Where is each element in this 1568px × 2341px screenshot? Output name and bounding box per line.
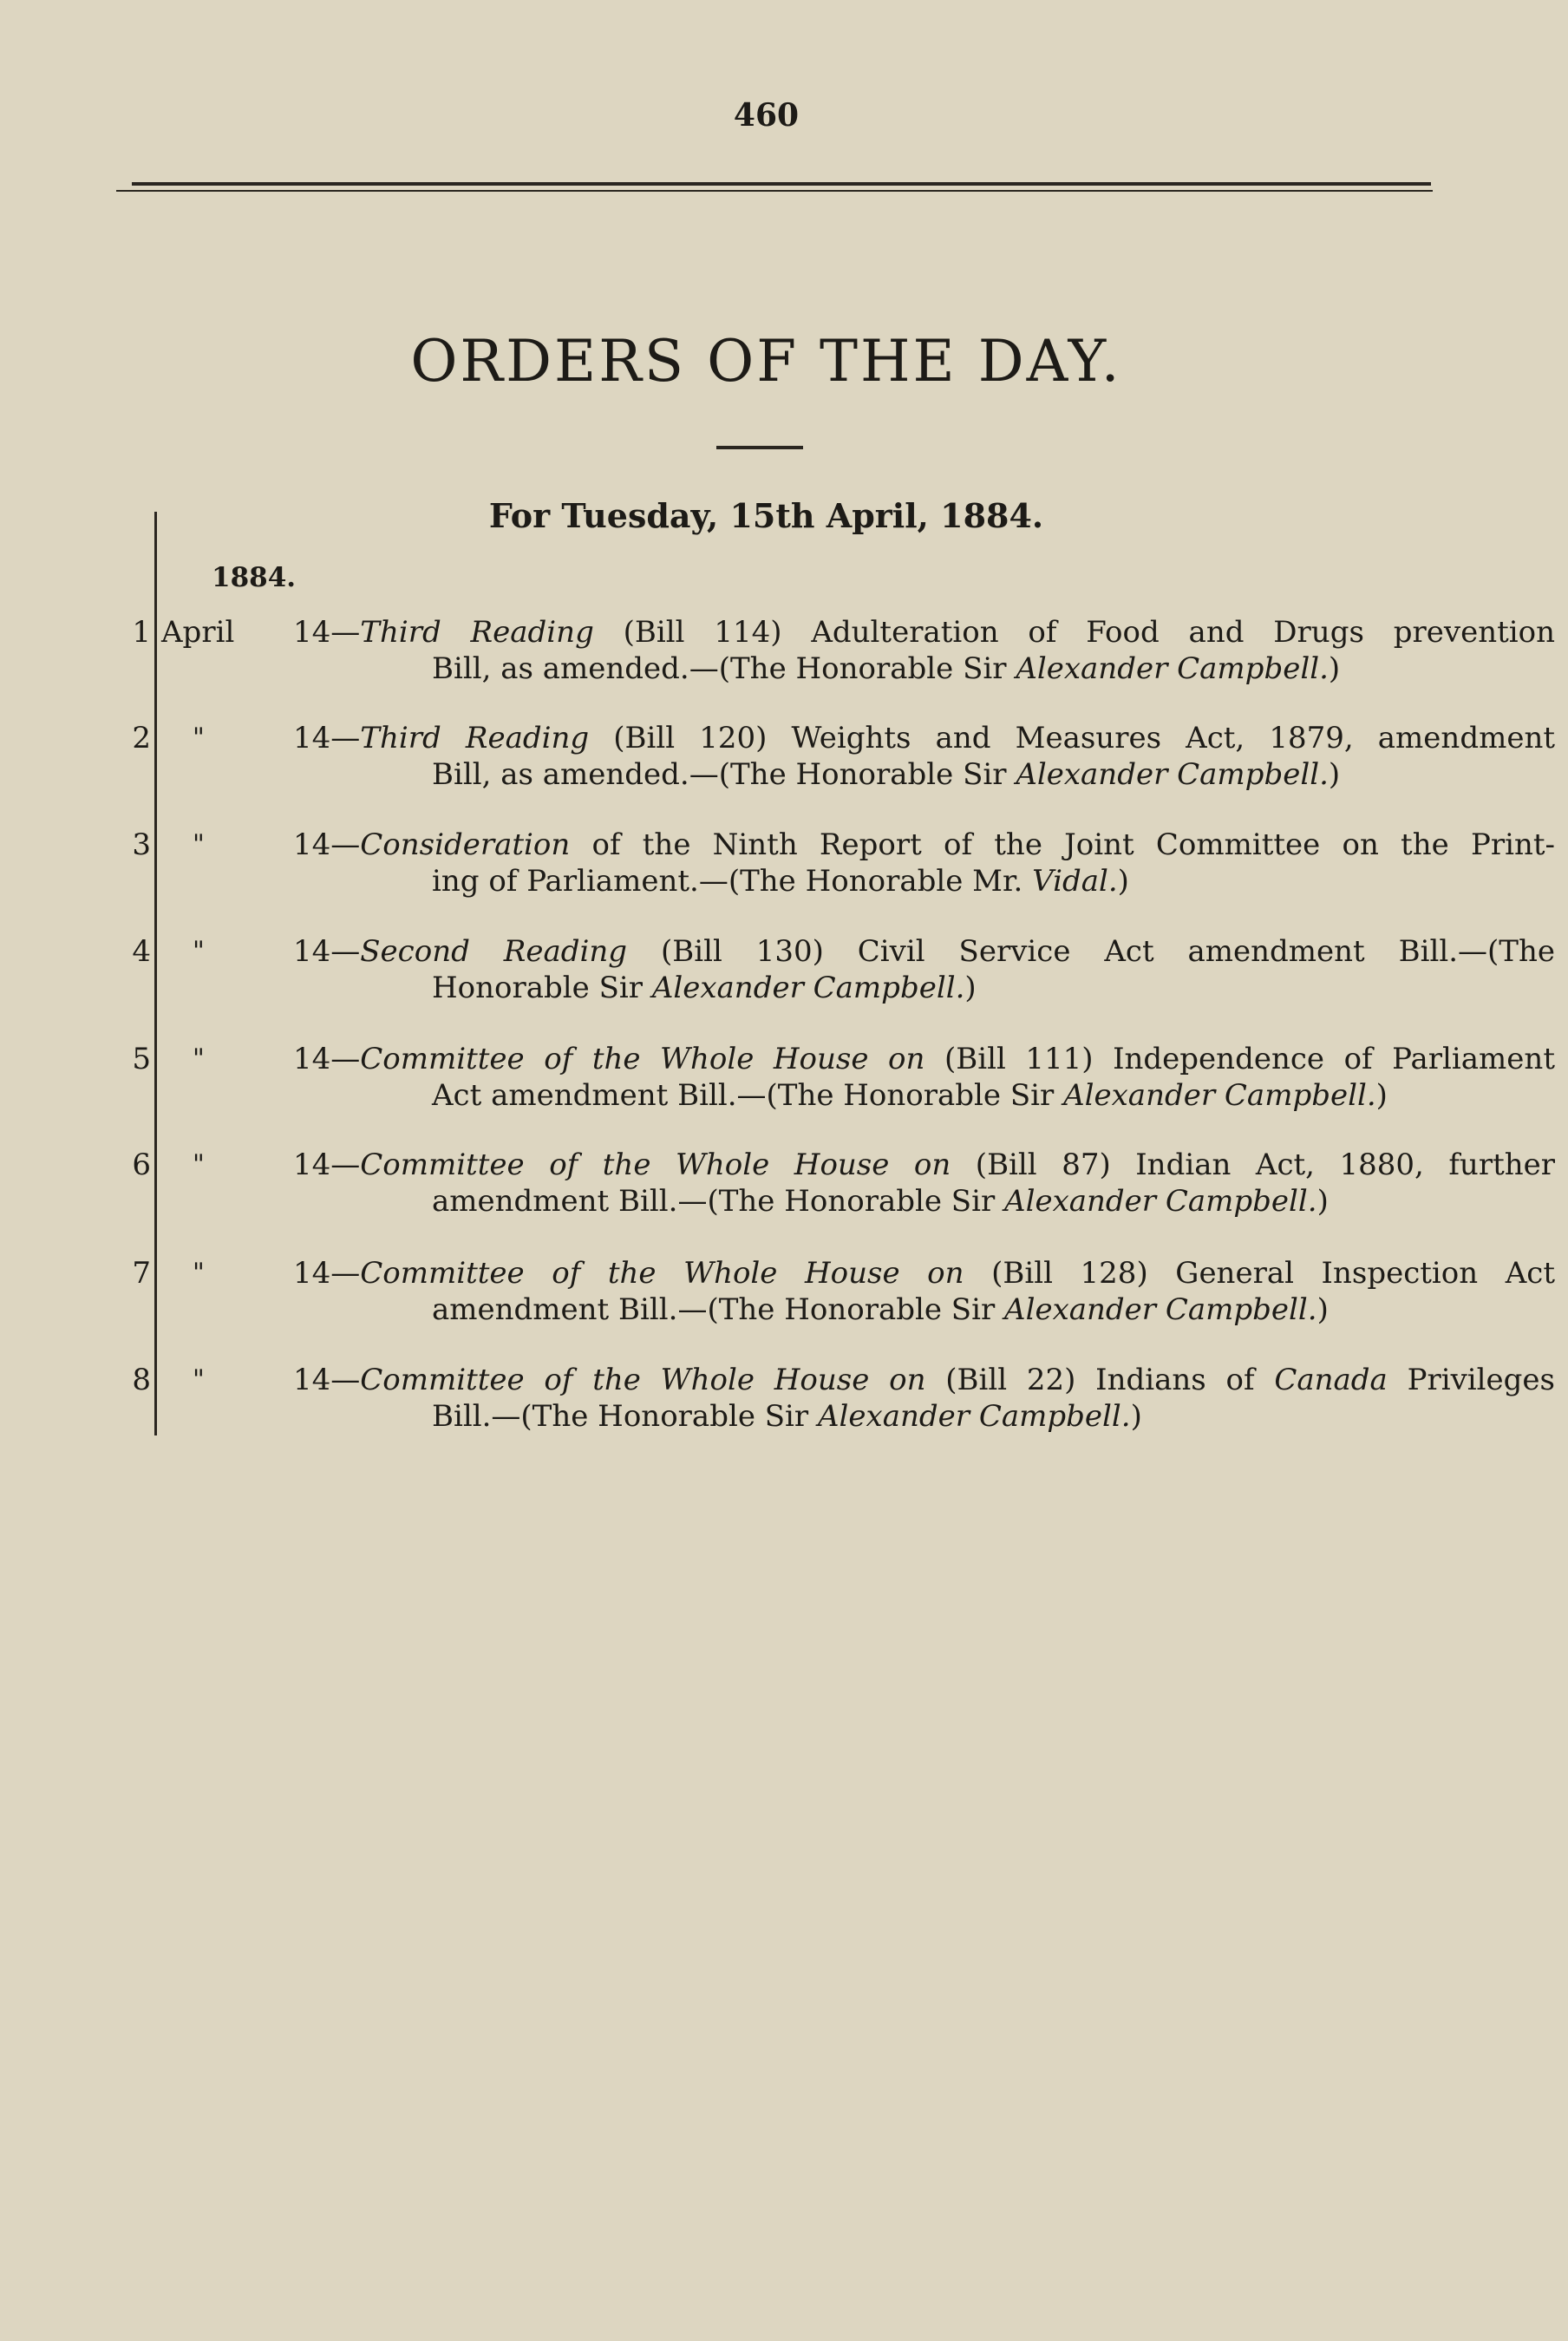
order-number: 7: [132, 1256, 151, 1291]
order-text: [250, 1362, 1568, 1435]
order-line-1: 14—Committee of the Whole House on (Bill 22) Indians of Canada Privileges: [293, 1363, 1555, 1397]
order-month: April: [161, 615, 235, 650]
order-mover: Alexander Campbell.: [1016, 651, 1329, 686]
order-action: Committee of the Whole House on: [360, 1363, 926, 1397]
order-mover: Alexander Campbell.: [1004, 1292, 1317, 1327]
order-line-2: amendment Bill.—(The Honorable Sir Alexander Campbell.): [432, 1292, 1329, 1327]
order-number: 5: [132, 1042, 151, 1076]
order-number: 8: [132, 1363, 151, 1397]
order-line-2: amendment Bill.—(The Honorable Sir Alexander Campbell.): [432, 1184, 1329, 1219]
order-line-1: 14—Third Reading (Bill 120) Weights and Measures Act, 1879, amendment: [293, 721, 1556, 755]
header-rule: [132, 182, 1431, 186]
order-line-2: Bill, as amended.—(The Honorable Sir Alexander Campbell.): [432, 651, 1341, 686]
order-mover: Alexander Campbell.: [1004, 1184, 1317, 1219]
order-line-2: Honorable Sir Alexander Campbell.): [432, 971, 977, 1005]
order-day: 14—: [293, 827, 361, 862]
order-line-1: 14—Consideration of the Ninth Report of the Joint Committee on the Print-: [293, 827, 1555, 862]
order-day: 14—: [293, 721, 361, 755]
order-day: 14—: [293, 1148, 361, 1182]
header-rule-thin: [116, 190, 1433, 192]
order-action: Second Reading: [360, 934, 628, 969]
order-text: [250, 1255, 1568, 1328]
order-month: ": [193, 829, 205, 860]
order-day: 14—: [293, 1256, 361, 1291]
order-month: ": [193, 1043, 205, 1074]
order-month: ": [193, 723, 205, 753]
order-line-2: ing of Parliament.—(The Honorable Mr. Vidal.): [432, 864, 1129, 899]
order-text: [250, 720, 1568, 793]
margin-rule: [154, 512, 157, 1435]
order-month: ": [193, 1149, 205, 1180]
order-action: Committee of the Whole House on: [360, 1042, 925, 1076]
order-text: [250, 933, 1568, 1006]
order-line-1: 14—Second Reading (Bill 130) Civil Service Act amendment Bill.—(The: [293, 934, 1555, 969]
order-text: [250, 1147, 1568, 1220]
order-action: Committee of the Whole House on: [360, 1256, 964, 1291]
order-line-1: 14—Committee of the Whole House on (Bill 111) Independence of Parliament: [293, 1042, 1555, 1076]
page-number: 460: [733, 97, 800, 134]
page-title: ORDERS OF THE DAY.: [410, 328, 1122, 395]
order-line-1: 14—Committee of the Whole House on (Bill 87) Indian Act, 1880, further: [293, 1148, 1556, 1182]
title-divider: [716, 446, 803, 449]
order-month: ": [193, 936, 205, 966]
order-number: 4: [132, 934, 151, 969]
order-text: [250, 614, 1568, 687]
order-action: Consideration: [360, 827, 571, 862]
order-mover: Alexander Campbell.: [651, 971, 965, 1005]
order-day: 14—: [293, 934, 361, 969]
order-number: 2: [132, 721, 151, 755]
order-month: ": [193, 1258, 205, 1288]
order-day: 14—: [293, 615, 361, 650]
order-line-1: 14—Committee of the Whole House on (Bill 128) General Inspection Act: [293, 1256, 1555, 1291]
order-action: Third Reading: [360, 721, 590, 755]
order-month: ": [193, 1364, 205, 1395]
year-heading: 1884.: [212, 562, 297, 593]
order-text: [250, 1041, 1568, 1114]
order-action: Committee of the Whole House on: [360, 1148, 951, 1182]
order-day: 14—: [293, 1042, 361, 1076]
order-italic-word: Canada: [1274, 1363, 1388, 1397]
order-mover: Alexander Campbell.: [818, 1399, 1131, 1434]
order-mover: Vidal.: [1032, 864, 1118, 899]
order-number: 6: [132, 1148, 151, 1182]
order-line-2: Bill, as amended.—(The Honorable Sir Alexander Campbell.): [432, 757, 1341, 792]
order-day: 14—: [293, 1363, 361, 1397]
order-number: 1: [132, 615, 151, 650]
order-text: [250, 827, 1568, 899]
order-line-2: Act amendment Bill.—(The Honorable Sir Alexander Campbell.): [432, 1078, 1388, 1113]
order-mover: Alexander Campbell.: [1063, 1078, 1376, 1113]
order-mover: Alexander Campbell.: [1016, 757, 1329, 792]
order-action: Third Reading: [360, 615, 594, 650]
order-line-1: 14—Third Reading (Bill 114) Adulteration of Food and Drugs prevention: [293, 615, 1555, 650]
subtitle: For Tuesday, 15th April, 1884.: [488, 496, 1044, 535]
order-number: 3: [132, 827, 151, 862]
order-line-2: Bill.—(The Honorable Sir Alexander Campbell.): [432, 1399, 1142, 1434]
